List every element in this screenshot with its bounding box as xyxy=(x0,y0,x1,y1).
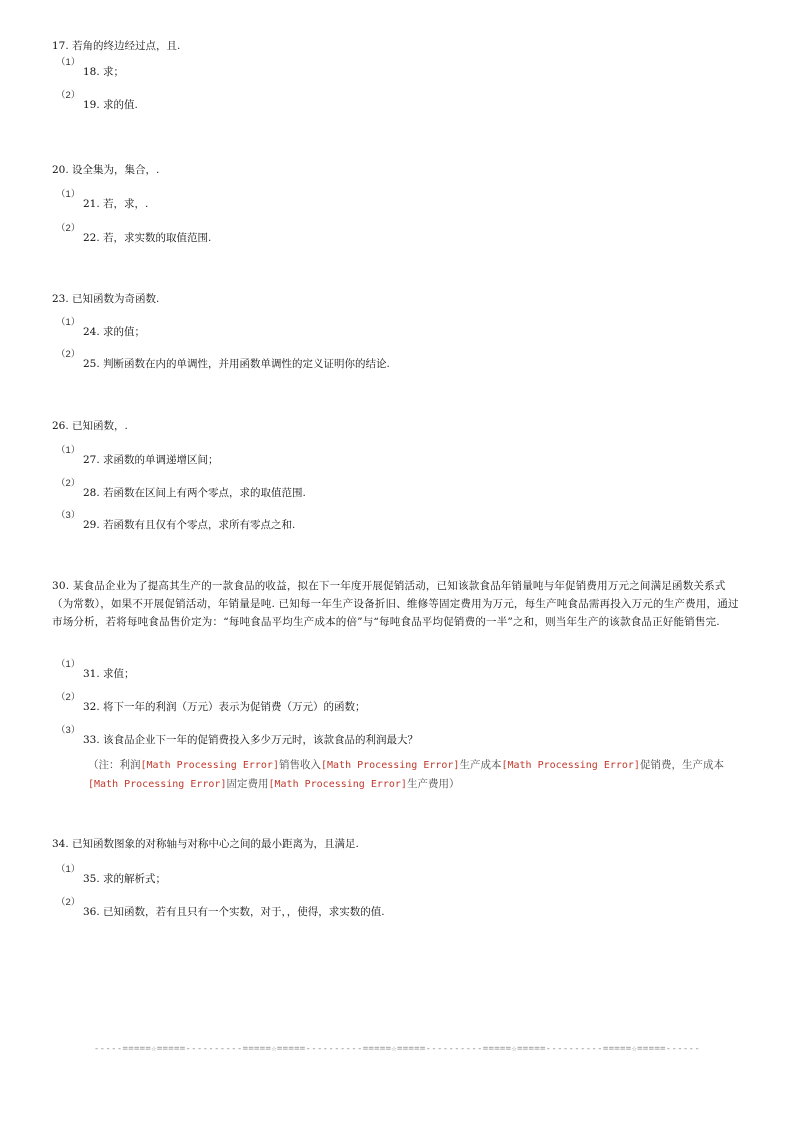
part-text: 21. 若，求，. xyxy=(83,198,149,210)
part-marker: （1） xyxy=(56,659,81,670)
math-error: [Math Processing Error] xyxy=(140,760,279,771)
note-text: （注：利润 xyxy=(88,759,141,771)
part-text: 28. 若函数在区间上有两个零点，求的取值范围. xyxy=(83,487,306,499)
note-text: 生产费用） xyxy=(406,778,460,790)
question-34-part-2 xyxy=(56,897,385,920)
question-30-part-3 xyxy=(56,725,419,748)
part-marker: （1） xyxy=(56,189,81,200)
question-26: 26. 已知函数，. xyxy=(52,420,128,432)
question-30-part-2 xyxy=(56,692,366,715)
part-text: 31. 求值； xyxy=(83,668,135,680)
part-text: 22. 若，求实数的取值范围. xyxy=(83,232,212,244)
part-text: 19. 求的值. xyxy=(83,99,138,111)
question-34-part-1 xyxy=(56,864,167,887)
part-marker: （3） xyxy=(56,510,81,521)
question-26-part-1 xyxy=(56,445,219,468)
part-marker: （1） xyxy=(56,317,81,328)
question-26-part-3 xyxy=(56,510,296,533)
question-20-part-1 xyxy=(56,189,149,212)
note-text: 固定费用 xyxy=(226,778,269,790)
part-marker: （2） xyxy=(56,90,81,101)
question-17: 17. 若角的终边经过点，且. xyxy=(52,40,181,52)
question-17-part-2 xyxy=(56,90,138,113)
question-30-note xyxy=(88,756,744,794)
question-20-part-2 xyxy=(56,223,212,246)
part-marker: （2） xyxy=(56,478,81,489)
math-error: [Math Processing Error] xyxy=(88,779,227,790)
part-marker: （2） xyxy=(56,692,81,703)
question-17-part-1 xyxy=(56,57,125,80)
part-marker: （2） xyxy=(56,223,81,234)
part-marker: （1） xyxy=(56,864,81,875)
part-text: 35. 求的解析式； xyxy=(83,873,167,885)
part-text: 36. 已知函数，若有且只有一个实数，对于，，使得，求实数的值. xyxy=(83,906,385,918)
question-30-part-1 xyxy=(56,659,135,682)
part-marker: （3） xyxy=(56,725,81,736)
part-text: 33. 该食品企业下一年的促销费投入多少万元时，该款食品的利润最大？ xyxy=(83,734,419,746)
math-error: [Math Processing Error] xyxy=(501,760,640,771)
math-error: [Math Processing Error] xyxy=(320,760,460,771)
note-text: 销售收入 xyxy=(278,759,321,771)
question-20: 20. 设全集为，集合，. xyxy=(52,164,160,176)
part-marker: （2） xyxy=(56,349,81,360)
part-text: 29. 若函数有且仅有个零点，求所有零点之和. xyxy=(83,519,296,531)
page-footer-divider: -----=====☆=====----------=====☆=====----------=====☆=====----------=====☆=====----------=====☆=====------ xyxy=(93,1044,701,1054)
question-30: 30. 某食品企业为了提高其生产的一款食品的收益，拟在下一年度开展促销活动，已知该款食品年销量吨与年促销费用万元之间满足函数关系式（为常数），如果不开展促销活动，年销量是吨. 已知每一年生产设备折旧、维修等固定费用为万元，每生产吨食品需再投入万元的生产费用，通过市场分析，若将每吨食品售价定为：“每吨食品平均生产成本的倍”与“每吨食品平均促销费的一半”之和，则当年生产的该款食品正好能销售完. xyxy=(52,580,739,628)
part-marker: （1） xyxy=(56,445,81,456)
part-text: 24. 求的值； xyxy=(83,326,146,338)
question-34: 34. 已知函数图象的对称轴与对称中心之间的最小距离为，且满足. xyxy=(52,838,359,850)
note-text: 生产成本 xyxy=(459,759,502,771)
note-text: 促销费，生产成本 xyxy=(639,759,724,771)
part-marker: （2） xyxy=(56,897,81,908)
part-text: 27. 求函数的单调递增区间； xyxy=(83,454,219,466)
question-23-part-1 xyxy=(56,317,146,340)
question-26-part-2 xyxy=(56,478,306,501)
question-23: 23. 已知函数为奇函数. xyxy=(52,293,160,305)
math-error: [Math Processing Error] xyxy=(268,779,407,790)
part-text: 25. 判断函数在内的单调性，并用函数单调性的定义证明你的结论. xyxy=(83,358,390,370)
part-marker: （1） xyxy=(56,57,81,68)
question-23-part-2 xyxy=(56,349,390,372)
part-text: 32. 将下一年的利润（万元）表示为促销费（万元）的函数； xyxy=(83,701,366,713)
part-text: 18. 求； xyxy=(83,66,125,78)
